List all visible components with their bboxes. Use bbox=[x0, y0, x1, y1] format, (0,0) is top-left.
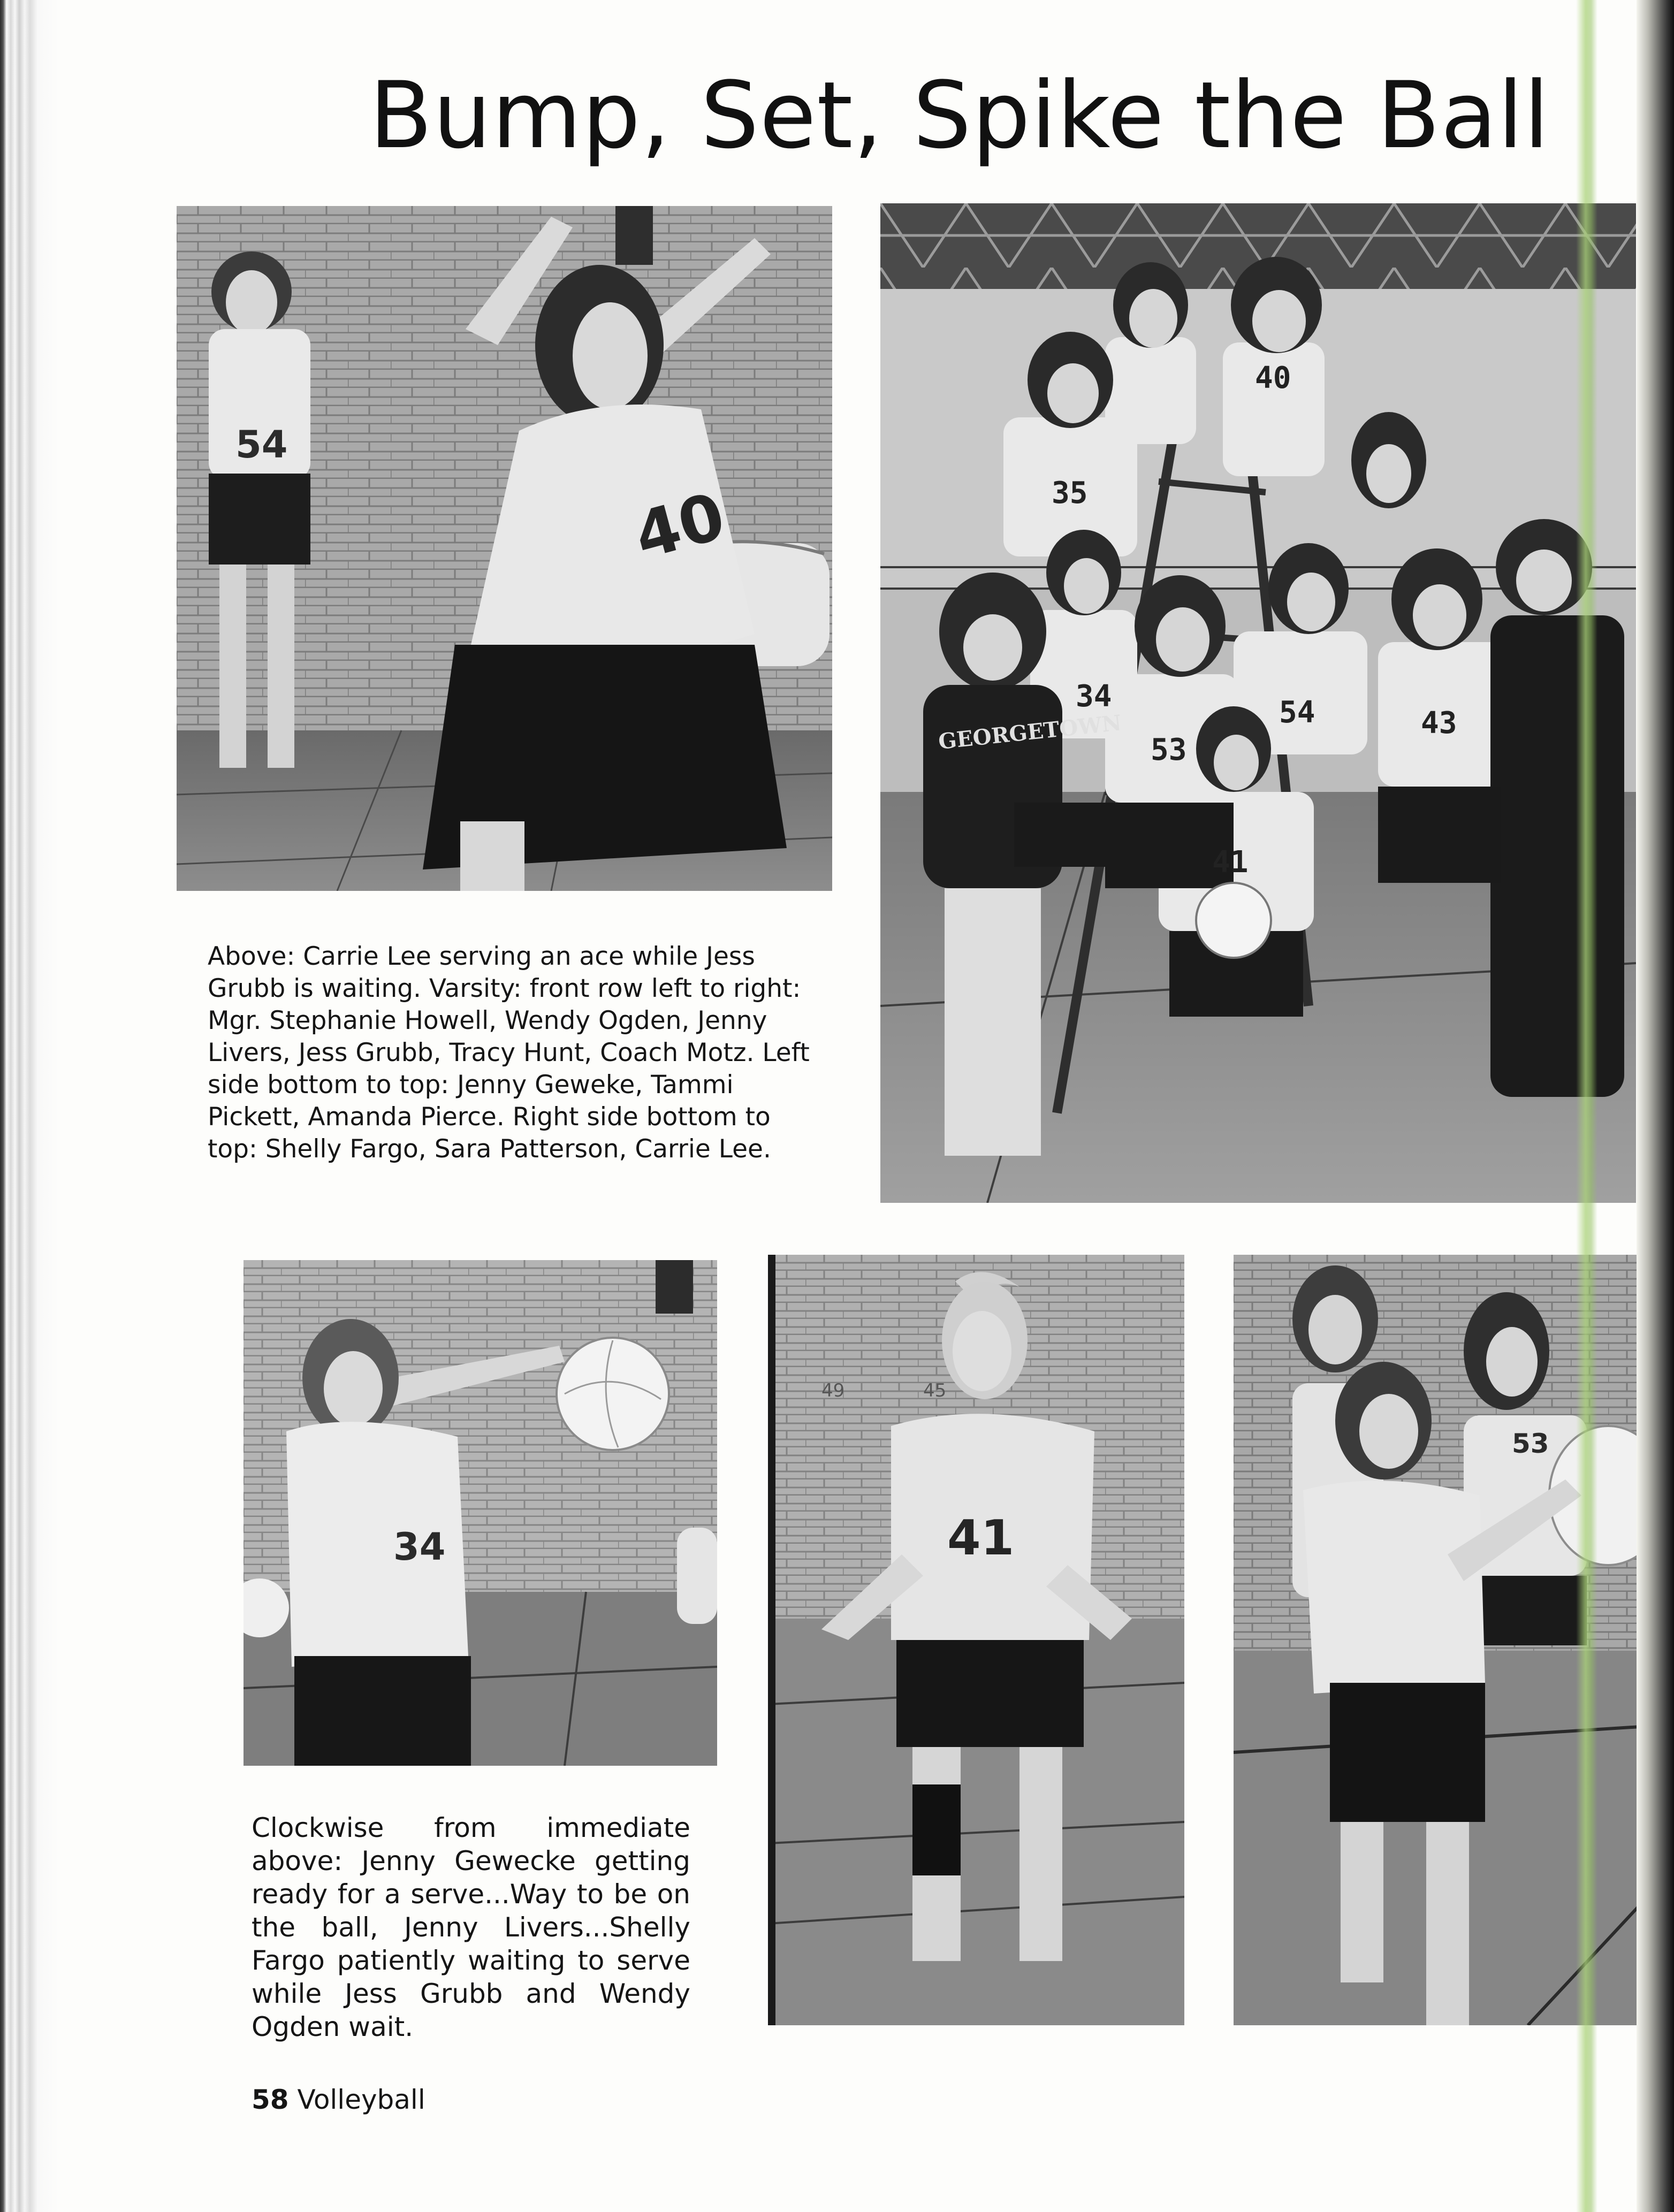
team-jersey-54: 54 bbox=[1279, 695, 1315, 730]
gewecke-jersey: 34 bbox=[393, 1525, 446, 1569]
section-name: Volleyball bbox=[297, 2084, 425, 2115]
fargo-jersey: 53 bbox=[1512, 1428, 1549, 1459]
team-jersey-34: 34 bbox=[1076, 679, 1112, 714]
binding-tint-stripe bbox=[1576, 0, 1597, 2212]
page-edge-shadow bbox=[1637, 0, 1674, 2212]
caption-bottom: Clockwise from immediate above: Jenny Gewecke getting ready for a serve...Way to be on the ball, Jenny Livers...Shelly Fargo patiently waiting to serve while Jess Grubb and Wendy Ogden wait. bbox=[252, 1812, 690, 2042]
page-footer bbox=[252, 2084, 425, 2115]
page-title: Bump, Set, Spike the Ball bbox=[369, 62, 1550, 169]
team-jersey-35: 35 bbox=[1052, 476, 1088, 510]
team-jersey-53: 53 bbox=[1151, 733, 1187, 767]
page-number: 58 bbox=[252, 2084, 289, 2115]
team-jersey-40: 40 bbox=[1255, 361, 1291, 395]
serve-back-jersey: 54 bbox=[235, 423, 288, 467]
livers-wall-number-1: 49 bbox=[821, 1380, 845, 1401]
livers-jersey: 41 bbox=[947, 1510, 1015, 1566]
livers-wall-number-2: 45 bbox=[923, 1380, 947, 1401]
team-jersey-43: 43 bbox=[1421, 706, 1457, 741]
binding-edge bbox=[0, 0, 59, 2212]
team-sweatshirt-text: GEORGETOWN bbox=[937, 710, 1123, 754]
team-jersey-41: 41 bbox=[1212, 845, 1249, 880]
photo-serve bbox=[177, 206, 832, 891]
photo-livers bbox=[768, 1255, 1184, 2025]
photo-team bbox=[880, 203, 1636, 1203]
serve-front-jersey: 40 bbox=[627, 479, 733, 575]
caption-top: Above: Carrie Lee serving an ace while Jess Grubb is waiting. Varsity: front row left to right: Mgr. Stephanie Howell, Wendy Ogden, Jenny Livers, Jess Grubb, Tracy Hunt, Coach Motz. Left side bottom to top: Jenny Geweke, Tammi Pickett, Amanda Pierce. Right side bottom to top: Shelly Fargo, Sara Patterson, Carrie Lee. bbox=[208, 942, 810, 1164]
photo-gewecke bbox=[244, 1260, 717, 1766]
